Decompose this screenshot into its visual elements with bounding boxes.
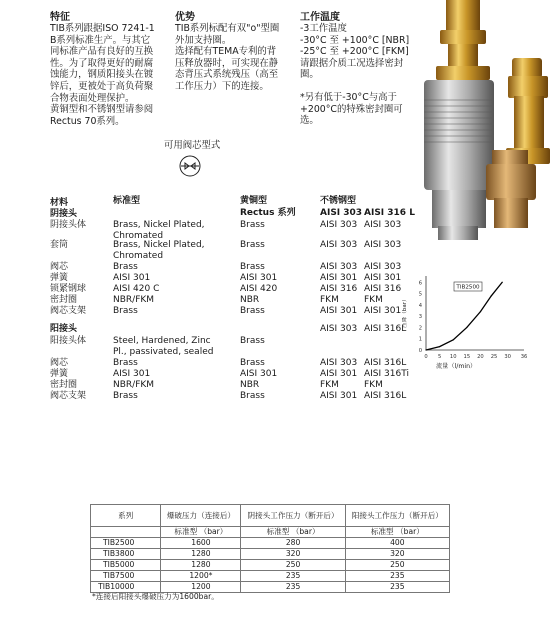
female-pressure-cell: 320	[241, 549, 345, 560]
header-brass: 黄铜型	[240, 196, 268, 206]
male-brass-material: Brass	[240, 391, 265, 401]
female-aisi316-material: AISI 303	[364, 220, 402, 230]
female-standard-material: NBR/FKM	[113, 295, 155, 305]
female-part-name: 阀芯支架	[50, 306, 87, 316]
female-aisi303-material: AISI 301	[320, 273, 358, 283]
col-series: 系列	[91, 505, 161, 527]
data-point	[466, 327, 467, 328]
female-standard-material: Chromated	[113, 231, 164, 241]
header-stainless: 不锈钢型	[320, 196, 357, 206]
female-part-name: 弹簧	[50, 273, 69, 283]
advantages-line: TIB系列标配有双"o"型圈	[175, 23, 280, 34]
features-line: 性。为了取得更好的耐腐	[50, 57, 154, 69]
female-aisi316-material: AISI 301	[364, 306, 402, 316]
data-point	[453, 339, 454, 340]
male-part-name: 阳接头体	[50, 336, 87, 346]
male-standard-material: Steel, Hardened, Zinc	[113, 336, 211, 346]
temperature-note-line: *另有低于-30°C与高于	[300, 91, 397, 103]
male-aisi316-material: AISI 316L	[364, 391, 407, 401]
temperature-line: -30°C 至 +100°C [NBR]	[300, 34, 410, 46]
female-part-name: 套筒	[50, 240, 69, 250]
header-aisi316: AISI 316 L	[364, 208, 415, 218]
features-line: TIB系列跟据ISO 7241-1	[50, 23, 155, 34]
male-pressure-cell: 250	[345, 560, 449, 571]
x-tick-label: 30	[504, 354, 511, 360]
col-male-pressure: 阳接头工作压力（断开后）	[345, 505, 449, 527]
advantages-body	[175, 23, 300, 93]
female-part-name: 阴接头体	[50, 220, 87, 230]
features-line: Rectus 70系列。	[50, 115, 125, 127]
female-aisi303-material: AISI 301	[320, 306, 358, 316]
temperature-note-line: +200°C的特殊密封圈可	[300, 103, 403, 115]
advantages-section	[175, 8, 300, 93]
male-part-name: 弹簧	[50, 369, 69, 379]
male-part-name: 阀芯支架	[50, 391, 87, 401]
female-standard-material: AISI 301	[113, 273, 151, 283]
temperature-body	[300, 23, 418, 81]
temperature-title: 工作温度	[300, 12, 340, 23]
male-aisi303-material: AISI 301	[320, 369, 358, 379]
series-cell: TIB5000	[91, 560, 161, 571]
x-tick-label: 15	[463, 354, 471, 360]
pressure-drop-chart	[402, 268, 532, 380]
table-row	[91, 571, 450, 582]
temperature-note-line: 选。	[300, 115, 319, 127]
data-point	[480, 311, 481, 312]
table-row	[91, 560, 450, 571]
female-standard-material: Brass	[113, 262, 138, 272]
header-brass-series: Rectus 系列	[240, 208, 296, 218]
female-aisi303-material: AISI 303	[320, 220, 358, 230]
male-aisi303-material: AISI 303	[320, 358, 358, 368]
advantages-line: 压释放器时，可实现在静	[175, 57, 279, 69]
temperature-line: 请跟据介质工况选择密封	[300, 57, 404, 69]
valve-type-label: 可用阀芯型式	[164, 140, 221, 151]
x-tick-label: 10	[449, 354, 457, 360]
male-title: 阳接头	[50, 324, 78, 334]
male-standard-material: AISI 301	[113, 369, 151, 379]
subheader-female: 标准型 （bar）	[241, 527, 345, 538]
male-standard-material: Brass	[113, 358, 138, 368]
y-tick-label: 6	[418, 280, 422, 287]
temperature-line: -3工作温度	[300, 23, 347, 34]
female-aisi316-material: AISI 303	[364, 262, 402, 272]
series-cell: TIB3800	[91, 549, 161, 560]
female-aisi316-material: AISI 303	[364, 240, 402, 250]
features-line: 锌后，更被处于高负荷聚	[50, 80, 154, 92]
female-aisi316-material: AISI 316	[364, 284, 402, 294]
series-cell: TIB2500	[91, 538, 161, 549]
temperature-section	[300, 8, 418, 127]
x-tick-label: 20	[477, 354, 484, 360]
female-brass-material: Brass	[240, 306, 265, 316]
female-aisi303-material: FKM	[320, 295, 339, 305]
male-part-name: 阀芯	[50, 358, 69, 368]
pressure-table	[90, 504, 450, 593]
female-aisi316-material: FKM	[364, 295, 383, 305]
male-aisi316-material: FKM	[364, 380, 383, 390]
male-aisi303-material: AISI 301	[320, 391, 358, 401]
data-point	[491, 295, 492, 296]
temperature-note	[300, 92, 418, 127]
features-body	[50, 23, 168, 127]
female-aisi316-material: AISI 301	[364, 273, 402, 283]
male-standard-material: NBR/FKM	[113, 380, 155, 390]
temperature-line: -25°C 至 +200°C [FKM]	[300, 46, 409, 58]
features-line: B系列标准生产。与其它	[50, 34, 151, 46]
x-tick-label: 36	[520, 354, 528, 360]
female-aisi303-material: AISI 316	[320, 284, 358, 294]
y-axis-label: 压降（bar）	[402, 296, 408, 328]
y-tick-label: 0	[418, 348, 422, 354]
header-material: 材料	[50, 198, 69, 208]
series-cell: TIB10000	[91, 582, 161, 593]
female-brass-material: Brass	[240, 240, 265, 250]
male-pressure-cell: 320	[345, 549, 449, 560]
col-female-pressure: 阴接头工作压力（断开后）	[241, 505, 345, 527]
male-brass-material: AISI 301	[240, 369, 278, 379]
female-part-name: 锁紧钢球	[50, 284, 87, 294]
male-pressure-cell: 235	[345, 571, 449, 582]
burst-cell: 1280	[161, 560, 241, 571]
male-standard-material: Pl., passivated, sealed	[113, 347, 214, 357]
female-standard-material: Brass, Nickel Plated,	[113, 240, 205, 250]
male-pressure-cell: 400	[345, 538, 449, 549]
male-brass-material: NBR	[240, 380, 260, 390]
data-point	[502, 282, 503, 283]
advantages-line: 工作压力）下的连接。	[175, 80, 269, 92]
male-aisi316-material: AISI 316L	[364, 358, 407, 368]
female-pressure-cell: 235	[241, 571, 345, 582]
features-line: 黄铜型和不锈钢型请参阅	[50, 104, 154, 116]
table-row	[91, 549, 450, 560]
header-aisi303: AISI 303	[320, 208, 363, 218]
female-brass-material: NBR	[240, 295, 260, 305]
header-standard: 标准型	[113, 196, 141, 206]
y-tick-label: 1	[418, 336, 422, 343]
male-brass-material: Brass	[240, 336, 265, 346]
female-brass-material: Brass	[240, 262, 265, 272]
subheader-male: 标准型 （bar）	[345, 527, 449, 538]
table-footnote: *连接后阳接头爆破压力为1600bar。	[92, 592, 219, 601]
y-tick-label: 2	[418, 325, 422, 332]
burst-cell: 1600	[161, 538, 241, 549]
female-pressure-cell: 280	[241, 538, 345, 549]
female-brass-material: AISI 301	[240, 273, 278, 283]
features-section	[50, 8, 168, 127]
male-part-name: 密封圈	[50, 380, 78, 390]
female-part-name: 密封圈	[50, 295, 78, 305]
male-standard-material: Brass	[113, 391, 138, 401]
data-point	[439, 346, 440, 347]
features-line: 同标准产品有良好的互换	[50, 46, 154, 58]
x-tick-label: 5	[437, 354, 442, 360]
features-line: 蚀能力，钢质阳接头在镀	[50, 69, 154, 81]
y-tick-label: 4	[418, 302, 422, 309]
data-point	[425, 349, 426, 350]
coupling-photo	[410, 0, 560, 240]
female-part-name: 阀芯	[50, 262, 69, 272]
x-tick-label: 25	[490, 354, 498, 360]
advantages-line: 外加支持圈。	[175, 34, 232, 46]
y-tick-label: 5	[418, 291, 422, 298]
subheader-burst: 标准型 （bar）	[161, 527, 241, 538]
female-pressure-cell: 235	[241, 582, 345, 593]
female-aisi303-material: AISI 303	[320, 240, 358, 250]
female-standard-material: Brass	[113, 306, 138, 316]
female-standard-material: Brass, Nickel Plated,	[113, 220, 205, 230]
advantages-line: 态背压式系统残压（高至	[175, 69, 279, 81]
female-standard-material: AISI 420 C	[113, 284, 160, 294]
female-brass-material: Brass	[240, 220, 265, 230]
male-aisi316-title: AISI 316L	[364, 324, 407, 334]
valve-symbol-icon	[178, 154, 202, 178]
female-brass-material: AISI 420	[240, 284, 278, 294]
female-title: 阴接头	[50, 209, 78, 219]
temperature-line: 圈。	[300, 69, 319, 81]
advantages-title: 优势	[175, 12, 195, 23]
x-tick-label: 0	[424, 354, 428, 360]
female-pressure-cell: 250	[241, 560, 345, 571]
male-brass-material: Brass	[240, 358, 265, 368]
features-title: 特征	[50, 12, 70, 23]
y-tick-label: 3	[418, 314, 422, 321]
table-row	[91, 538, 450, 549]
legend-label: TIB2500	[456, 284, 480, 291]
male-aisi303-title: AISI 303	[320, 324, 358, 334]
female-aisi303-material: AISI 303	[320, 262, 358, 272]
male-aisi303-material: FKM	[320, 380, 339, 390]
burst-cell: 1200*	[161, 571, 241, 582]
series-line-tib2500	[426, 282, 502, 350]
burst-cell: 1200	[161, 582, 241, 593]
features-line: 合物表面处理保护。	[50, 92, 135, 104]
male-aisi316-material: AISI 316Ti	[364, 369, 409, 379]
x-axis-label: 流量（l/min）	[436, 363, 477, 370]
female-standard-material: Chromated	[113, 251, 164, 261]
series-cell: TIB7500	[91, 571, 161, 582]
burst-cell: 1280	[161, 549, 241, 560]
col-burst: 爆破压力（连接后）	[161, 505, 241, 527]
male-pressure-cell: 235	[345, 582, 449, 593]
advantages-line: 选择配有TEMA专利的背	[175, 46, 277, 58]
